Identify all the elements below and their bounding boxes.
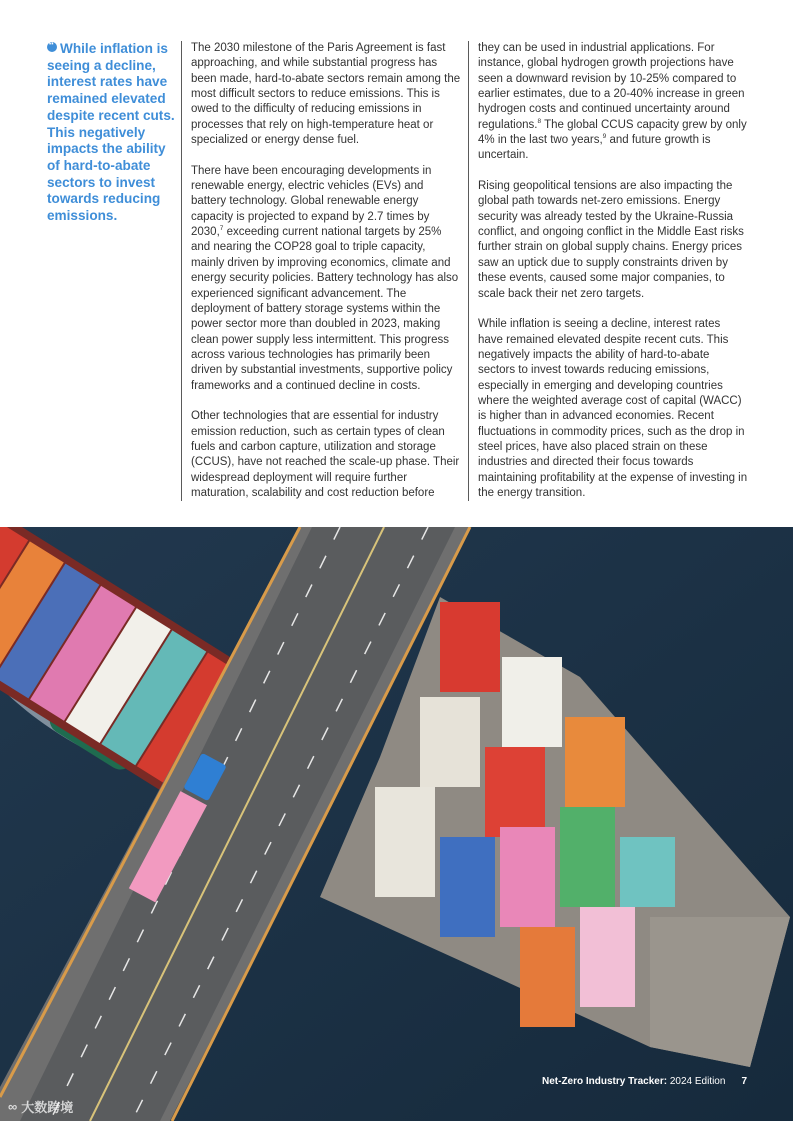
photo-illustration bbox=[0, 527, 793, 1121]
paragraph: Other technologies that are essential for industry emission reduction, such as certain types of clean fuels and carbon capture, utilization and storage (CCUS), have not reached the scale-up phase. Their widespread deployment will require further maturation, scalability and cost reduction before bbox=[191, 410, 460, 499]
watermark-text: 大数跨境 bbox=[21, 1100, 74, 1115]
watermark-logo-icon: ∞ bbox=[8, 1099, 18, 1114]
paragraph: Rising geopolitical tensions are also impacting the global path towards net-zero emissions. Energy security was already tested by the Ukraine-Russia conflict, and ongoing conflict in the Middle East risks further strain on global supply chains. Energy prices saw an uptick due to supply constraints driven by these events, caused some major companies, to scale back their net zero targets. bbox=[478, 180, 744, 300]
paragraph: While inflation is seeing a decline, interest rates have remained elevated despite recent cuts. This negatively impacts the ability of hard-to-abate sectors to invest towards reducing emissions, especially in emerging and developing countries where the weighted average cost of capital (WACC) is higher than in advanced economies. Recent fluctuations in commodity prices, such as the drop in steel prices, have also placed strain on these industries and directed their focus towards maintaining profitability at the expense of investing in the energy transition. bbox=[478, 318, 748, 499]
page-footer bbox=[542, 1076, 747, 1087]
watermark bbox=[8, 1097, 73, 1116]
paragraph: The 2030 milestone of the Paris Agreement is fast approaching, and while substantial progress has been made, hard-to-abate sectors remain among the most difficult sectors to reduce emissions. This is owed to the difficulty of reducing emissions in processes that rely on high-temperature heat or specialized or energy dense fuel. bbox=[191, 42, 461, 147]
footnote-ref: 8 bbox=[537, 117, 542, 125]
pull-quote-text: While inflation is seeing a decline, interest rates have remained elevated despite recent cuts. This negatively impacts the ability of hard-to-abate sectors to invest towards reducing emissions. bbox=[47, 41, 175, 224]
paragraph: There have been encouraging developments in renewable energy, electric vehicles (EVs) and battery technology. Global renewable energy capacity is projected to expand by 2.7 times by 2030,$^7$ exceeding current national targets by 25% and nearing the COP28 goal to triple capacity, mainly driven by improving economics, climate and energy security policies. Battery technology has also experienced significant advancement. The deployment of battery storage systems within the power sector more than doubled in 2023, making clean power supply less intermittent. This progress across various technologies has primarily been driven by substantial investments, supportive policy frameworks and a continued decline in costs. bbox=[191, 164, 459, 392]
pull-quote bbox=[47, 41, 175, 225]
footnote-ref: 7 bbox=[219, 225, 224, 233]
quote-icon bbox=[47, 42, 57, 52]
publication-edition: 2024 Edition bbox=[667, 1076, 726, 1087]
footnote-ref: 9 bbox=[602, 133, 607, 141]
paragraph: they can be used in industrial applications. For instance, global hydrogen growth projections have seen a downward revision by 10-25% compared to earlier estimates, due to a 20-40% increase in green hydrogen costs and continued uncertainty around regulations.$^8$ The global CCUS capacity grew by only 4% in the last two years,$^9$ and future growth is uncertain. bbox=[478, 42, 747, 162]
text-column-left bbox=[181, 41, 461, 501]
publication-title: Net-Zero Industry Tracker: bbox=[542, 1076, 668, 1087]
page-number: 7 bbox=[741, 1076, 747, 1087]
cargo-ship-bridge-photo bbox=[0, 527, 793, 1121]
text-column-right bbox=[468, 41, 748, 501]
